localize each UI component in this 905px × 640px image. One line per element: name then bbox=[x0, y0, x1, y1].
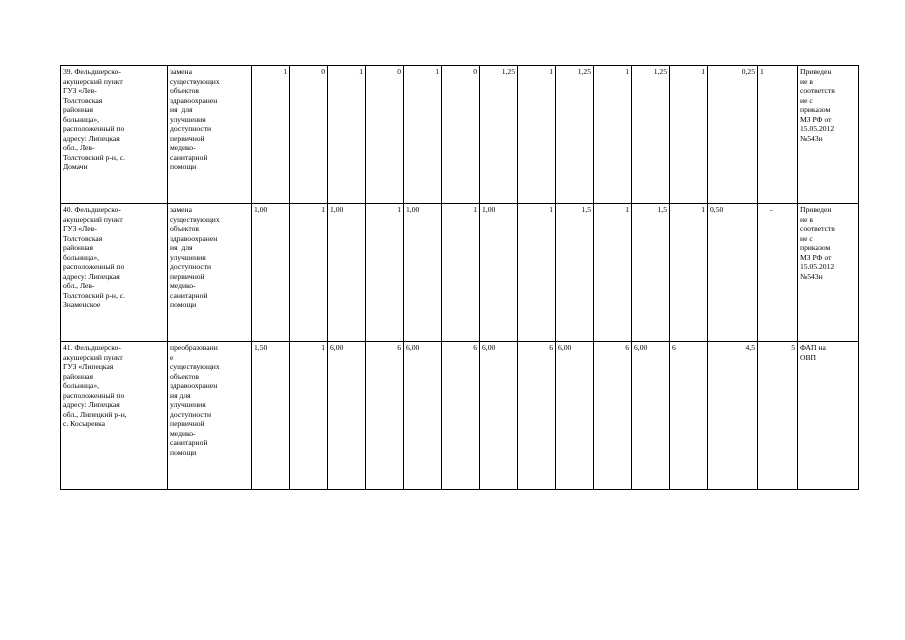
value-cell: 1 bbox=[758, 66, 798, 204]
note-cell: ФАП на ОВП bbox=[798, 342, 859, 490]
value-cell: 1 bbox=[328, 66, 366, 204]
note-cell: Приведен ие в соответств ие с приказом МЗ РФ от 15.05.2012 №543н bbox=[798, 204, 859, 342]
value-cell: 6 bbox=[594, 342, 632, 490]
action-cell: преобразовани е существующих объектов здравоохранен ия для улучшения доступности первичной медико- санитарной помощи bbox=[168, 342, 252, 490]
value-cell: 6 bbox=[518, 342, 556, 490]
value-cell: 0,50 bbox=[708, 204, 758, 342]
value-cell: 6,00 bbox=[404, 342, 442, 490]
value-cell: 1 bbox=[518, 204, 556, 342]
value-cell: 6 bbox=[442, 342, 480, 490]
value-cell: 5 bbox=[758, 342, 798, 490]
value-cell: 1 bbox=[518, 66, 556, 204]
value-cell: 0,25 bbox=[708, 66, 758, 204]
value-cell: 6,00 bbox=[328, 342, 366, 490]
facilities-table bbox=[60, 65, 859, 490]
value-cell: 1,50 bbox=[252, 342, 290, 490]
table-row bbox=[61, 204, 859, 342]
value-cell: 0 bbox=[366, 66, 404, 204]
value-cell: 1 bbox=[290, 342, 328, 490]
table-row bbox=[61, 342, 859, 490]
value-cell: 1 bbox=[442, 204, 480, 342]
value-cell: 6 bbox=[670, 342, 708, 490]
value-cell: 1 bbox=[594, 204, 632, 342]
value-cell: 1 bbox=[404, 66, 442, 204]
value-cell: 1,25 bbox=[480, 66, 518, 204]
value-cell: 6,00 bbox=[556, 342, 594, 490]
value-cell: 1,25 bbox=[556, 66, 594, 204]
table-row bbox=[61, 66, 859, 204]
value-cell: 1,5 bbox=[556, 204, 594, 342]
note-cell: Приведен ие в соответств ие с приказом МЗ РФ от 15.05.2012 №543н bbox=[798, 66, 859, 204]
value-cell: 1,00 bbox=[480, 204, 518, 342]
action-cell: замена существующих объектов здравоохранен ия для улучшения доступности первичной медико- санитарной помощи bbox=[168, 66, 252, 204]
value-cell: 1 bbox=[594, 66, 632, 204]
value-cell: 0 bbox=[290, 66, 328, 204]
value-cell: 4,5 bbox=[708, 342, 758, 490]
value-cell: 1 bbox=[366, 204, 404, 342]
value-cell: 1 bbox=[670, 66, 708, 204]
facility-name-cell: 40. Фельдшерско- акушерский пункт ГУЗ «Лев- Толстовская районная больница», расположенный по адресу: Липецкая обл., Лев- Толстовский р-н, с. Знаменское bbox=[61, 204, 168, 342]
value-cell: 1 bbox=[290, 204, 328, 342]
action-cell: замена существующих объектов здравоохранен ия для улучшения доступности первичной медико- санитарной помощи bbox=[168, 204, 252, 342]
value-cell: 1,00 bbox=[404, 204, 442, 342]
value-cell: 1,25 bbox=[632, 66, 670, 204]
value-cell: 0 bbox=[442, 66, 480, 204]
value-cell: - bbox=[758, 204, 798, 342]
value-cell: 6,00 bbox=[632, 342, 670, 490]
value-cell: 1,00 bbox=[252, 204, 290, 342]
value-cell: 1,5 bbox=[632, 204, 670, 342]
facility-name-cell: 39. Фельдшерско- акушерский пункт ГУЗ «Лев- Толстовская районная больница», расположенный по адресу: Липецкая обл., Лев- Толстовский р-н, с. Домачи bbox=[61, 66, 168, 204]
value-cell: 1 bbox=[252, 66, 290, 204]
facility-name-cell: 41. Фельдшерско- акушерский пункт ГУЗ «Липецкая районная больница», расположенный по адресу: Липецкая обл., Липецкий р-н, с. Косыревка bbox=[61, 342, 168, 490]
value-cell: 1 bbox=[670, 204, 708, 342]
value-cell: 6,00 bbox=[480, 342, 518, 490]
value-cell: 6 bbox=[366, 342, 404, 490]
value-cell: 1,00 bbox=[328, 204, 366, 342]
